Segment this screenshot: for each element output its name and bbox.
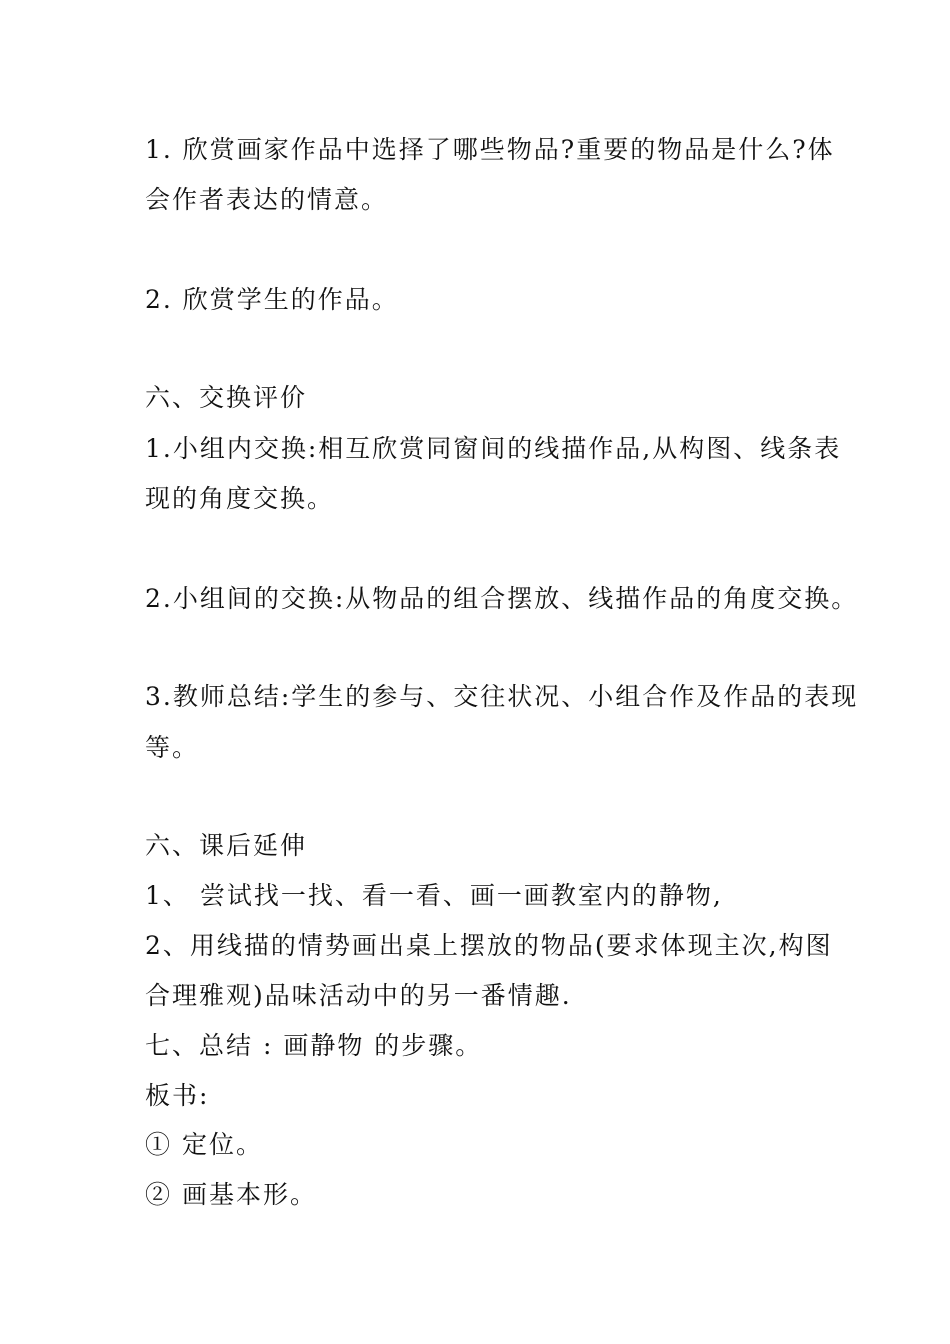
list-item: 1、 尝试找一找、看一看、画一画教室内的静物, <box>145 881 723 910</box>
paragraph-line: 2.小组间的交换:从物品的组合摆放、线描作品的角度交换。 <box>145 584 859 613</box>
paragraph-line: 现的角度交换。 <box>145 484 335 513</box>
section-heading: 七、总结 : 画静物 的步骤。 <box>145 1031 483 1060</box>
paragraph-line: 1.小组内交换:相互欣赏同窗间的线描作品,从构图、线条表 <box>145 434 842 463</box>
paragraph-line: 2. 欣赏学生的作品。 <box>145 285 399 314</box>
paragraph-line: 等。 <box>145 733 200 762</box>
paragraph-line: 合理雅观)品味活动中的另一番情趣. <box>145 981 572 1010</box>
section-heading: 六、课后延伸 <box>145 831 308 860</box>
paragraph-line: 会作者表达的情意。 <box>145 185 389 214</box>
paragraph-line: 3.教师总结:学生的参与、交往状况、小组合作及作品的表现 <box>145 682 859 711</box>
list-item: 2、用线描的情势画出桌上摆放的物品(要求体现主次,构图 <box>145 931 833 960</box>
paragraph-line: 1. 欣赏画家作品中选择了哪些物品?重要的物品是什么?体 <box>145 135 835 164</box>
list-item: ① 定位。 <box>145 1130 263 1159</box>
section-heading: 六、交换评价 <box>145 383 308 412</box>
list-item: ② 画基本形。 <box>145 1180 317 1209</box>
blackboard-label: 板书: <box>145 1081 210 1110</box>
